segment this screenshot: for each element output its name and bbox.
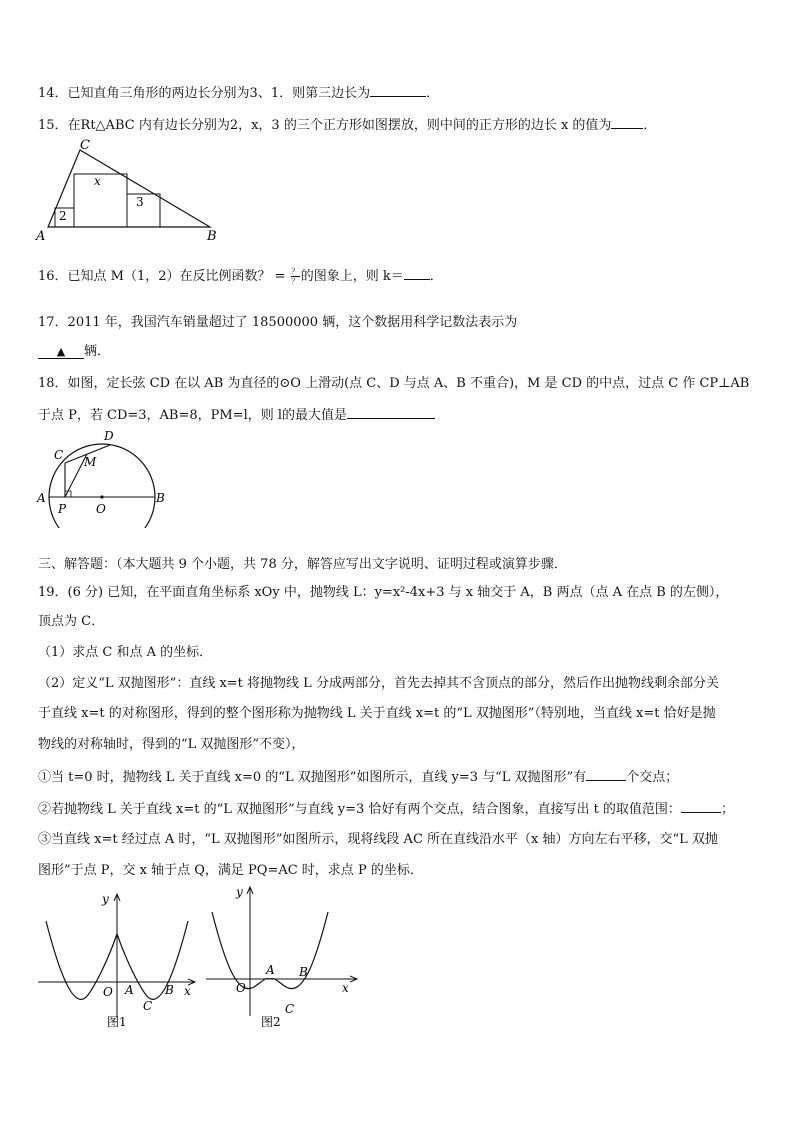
q19-sub3-line2 [38, 862, 423, 880]
q15-answer-blank[interactable] [611, 115, 643, 129]
q19-sub2-end: ； [720, 802, 734, 817]
q16-fraction-numerator: ？ [291, 267, 300, 276]
label-b: B [207, 229, 217, 244]
label-y: y [236, 885, 243, 899]
label-b: B [299, 965, 308, 979]
q14-answer-blank[interactable] [370, 83, 426, 97]
q16-text: 16．已知点 M（1，2）在反比例函数 [38, 269, 258, 284]
q19-sub3-line1 [38, 831, 718, 849]
question-14 [38, 83, 439, 103]
label-a: A [125, 983, 134, 997]
label-y: y [102, 892, 109, 906]
triangle-abc [48, 150, 210, 227]
question-15 [38, 115, 656, 135]
q19-line1 [38, 584, 728, 602]
label-b: B [156, 491, 165, 505]
q19-sub1-end: 个交点； [626, 770, 679, 785]
q18-answer-blank[interactable] [347, 405, 435, 419]
figure-19-2 [204, 882, 360, 1034]
label-c: C [80, 138, 90, 153]
question-17-line2 [38, 343, 110, 361]
l-double-parabola [212, 912, 328, 989]
q19-part2-text-a: （2）定义“L 双抛图形”：直线 x=t 将抛物线 L 分成两部分，首先去掉其不含顶点的部分，然后作出抛物线剩余部分关 [38, 676, 719, 691]
q16-fraction [291, 267, 300, 286]
q19-part1-text: （1）求点 C 和点 A 的坐标． [38, 645, 213, 660]
q19-part2-line3 [38, 736, 305, 754]
question-18-line2 [38, 405, 435, 425]
q19-text-line1: 19．(6 分) 已知，在平面直角坐标系 xOy 中，抛物线 L：y=x²-4x+3 与 x 轴交于 A，B 两点（点 A 在点 B 的左侧）， [38, 585, 729, 600]
q16-end: ． [429, 269, 443, 284]
question-16 [38, 266, 443, 286]
q18-text-line1: 18．如图，定长弦 CD 在以 AB 为直径的⊙O 上滑动(点 C、D 与点 A、B 不重合)，M 是 CD 的中点，过点 C 作 CP⊥AB [38, 376, 750, 391]
q19-sub1-blank[interactable] [586, 767, 626, 781]
label-c: C [143, 999, 153, 1013]
q19-sub3-text-a: ③当直线 x=t 经过点 A 时，“L 双抛图形”如图所示，现将线段 AC 所在直线沿水平（x 轴）方向左右平移，交“L 双抛 [38, 832, 718, 847]
q17-answer-blank[interactable] [38, 345, 84, 359]
label-c: C [285, 1002, 295, 1016]
q14-end: ． [426, 86, 440, 101]
label-m: M [84, 455, 97, 469]
figure-18-circle [34, 428, 174, 528]
q19-line2 [38, 613, 104, 631]
q19-sub2-blank[interactable] [681, 799, 721, 813]
label-x: x [184, 984, 191, 998]
figure-19-1 [36, 890, 196, 1035]
label-3: 3 [136, 195, 144, 209]
label-x: x [94, 174, 101, 188]
label-a: A [266, 963, 275, 977]
q16-answer-blank[interactable] [404, 266, 430, 280]
label-a: A [37, 491, 46, 505]
q19-text-line2: 顶点为 C． [38, 614, 105, 629]
label-o: O [96, 502, 106, 516]
label-x: x [342, 981, 349, 995]
figure-1-caption: 图1 [107, 1015, 127, 1029]
q19-part1 [38, 644, 212, 662]
q19-sub2 [38, 799, 734, 819]
q16-fraction-denominator: ？ [291, 277, 300, 286]
question-17-line1 [38, 314, 517, 332]
q16-function: ？ = [257, 269, 290, 284]
q16-text2: 的图象上，则 k＝ [300, 269, 404, 284]
label-2: 2 [59, 209, 67, 223]
label-a: A [36, 229, 46, 244]
figure-2-caption: 图2 [261, 1015, 281, 1029]
q17-text: 17．2011 年，我国汽车销量超过了 18500000 辆，这个数据用科学记数法表示为 [38, 315, 518, 330]
label-c: C [54, 448, 64, 462]
question-18-line1 [38, 375, 749, 393]
q19-sub2-text: ②若抛物线 L 关于直线 x=t 的“L 双抛图形”与直线 y=3 恰好有两个交点，结合图象，直接写出 t 的取值范围： [38, 802, 681, 817]
section-3-heading [38, 556, 567, 574]
label-b: B [165, 983, 174, 997]
figure-15-triangle [34, 136, 224, 244]
q14-text: 14．已知直角三角形的两边长分别为3、1．则第三边长为 [38, 86, 371, 101]
center-point-o [100, 495, 103, 498]
q19-part2-line2 [38, 705, 716, 723]
q19-part2-text-b: 于直线 x=t 的对称图形，得到的整个图形称为抛物线 L 关于直线 x=t 的“L 双抛图形”（特别地，当直线 x=t 恰好是抛 [38, 706, 716, 721]
q19-sub3-text-b: 图形”于点 P，交 x 轴于点 Q，满足 PQ=AC 时，求点 P 的坐标． [38, 863, 423, 878]
q19-sub1-text: ①当 t=0 时，抛物线 L 关于直线 x=0 的“L 双抛图形”如图所示，直线 y=3 与“L 双抛图形”有 [38, 770, 587, 785]
q15-text: 15．在Rt△ABC 内有边长分别为2，x，3 的三个正方形如图摆放，则中间的正方形的边长 x 的值为 [38, 118, 612, 133]
q15-end: ． [643, 118, 657, 133]
label-d: D [104, 429, 114, 443]
q19-part2-text-c: 物线的对称轴时，得到的“L 双抛图形”不变）， [38, 737, 305, 752]
label-p: P [58, 502, 67, 516]
q19-part2-line1 [38, 675, 719, 693]
q18-text-line2: 于点 P，若 CD=3，AB=8，PM=l，则 l的最大值是 [38, 408, 348, 423]
section-3-text: 三、解答题：（本大题共 9 个小题，共 78 分，解答应写出文字说明、证明过程或演算步骤． [38, 557, 567, 572]
q17-end: 辆． [84, 344, 111, 359]
q17-placeholder-mark: ▲ [56, 345, 66, 358]
label-o: O [236, 981, 246, 995]
q19-sub1 [38, 767, 678, 787]
label-o: O [103, 985, 113, 999]
